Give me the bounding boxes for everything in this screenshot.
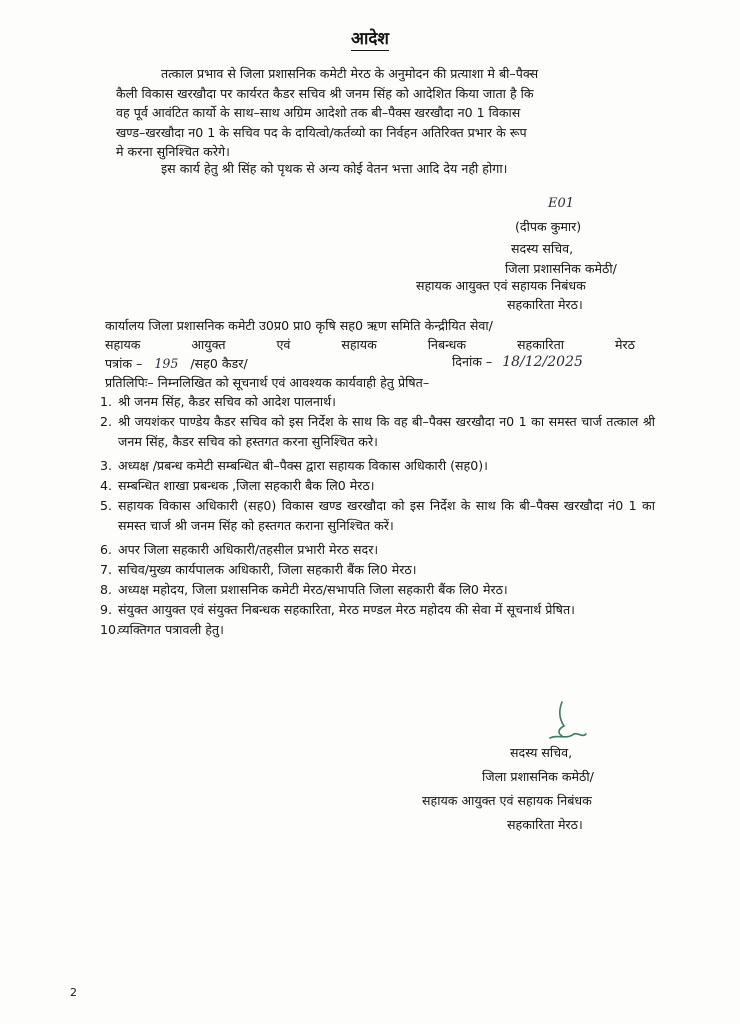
list-number: 2. [100, 414, 113, 429]
list-text: अध्यक्ष महोदय, जिला प्रशासनिक कमेटी मेरठ/सभापति जिला सहकारी बैंक लि0 मेरठ। [118, 582, 508, 597]
order-line: तत्काल प्रभाव से जिला प्रशासनिक कमेटी मेरठ के अनुमोदन की प्रत्याशा मे बी–पैक्स [161, 66, 539, 81]
dinank-handwritten: 18/12/2025 [502, 354, 583, 370]
order-line: खण्ड–खरखौदा न0 1 के सचिव पद के दायित्वो/कर्तव्यो का निर्वहन अतिरिक्त प्रभार के रूप [116, 124, 527, 140]
list-number: 8. [100, 582, 113, 597]
signatory-designation: सहायक आयुक्त एवं सहायक निबंधक [416, 278, 586, 293]
list-text: श्री जयशंकर पाण्डेय कैडर सचिव को इस निर्देश के साथ कि वह बी–पैक्स खरखौदा न0 1 का समस्त चार्ज तत्काल श्री जनम सिंह, कैडर सचिव को हस्तगत करना सुनिश्चित करे। [118, 414, 655, 449]
list-text: व्यक्तिगत पत्रावली हेतु। [118, 622, 224, 637]
copy-list [100, 392, 655, 640]
page-title [0, 26, 740, 49]
order-line: वह पूर्व आवंटित कार्यो के साथ–साथ अग्रिम आदेशो तक बी–पैक्स खरखौदा न0 1 विकास [116, 105, 521, 121]
handwritten-initials: E01 [548, 196, 575, 211]
office-word: एवं [276, 337, 291, 352]
order-line: मे करना सुनिश्चित करेगे। [116, 144, 230, 160]
office-line: कार्यालय जिला प्रशासनिक कमेटी उ0प्र0 प्रा0 कृषि सह0 ऋण समिति केन्द्रीयित सेवा/ [105, 318, 493, 333]
list-number: 9. [100, 602, 113, 617]
list-item [100, 600, 655, 620]
list-item [100, 476, 655, 496]
list-number: 4. [100, 478, 113, 493]
list-text: अध्यक्ष /प्रबन्ध कमेटी सम्बन्धित बी–पैक्स द्वारा सहायक विकास अधिकारी (सह0)। [118, 458, 488, 473]
office-header [105, 316, 635, 354]
signatory-designation: जिला प्रशासनिक कमेठी/ [482, 769, 594, 784]
list-text: सम्बन्धित शाखा प्रबन्धक ,जिला सहकारी बैक लि0 मेरठ। [118, 478, 375, 493]
list-number: 3. [100, 458, 113, 473]
office-line-2 [105, 335, 635, 354]
order-line: कैली विकास खरखौदा पर कार्यरत कैडर सचिव श्री जनम सिंह को आदेशित किया जाता है कि [116, 85, 534, 101]
signatory-designation: सहकारिता मेरठ। [507, 817, 583, 832]
list-item [100, 620, 655, 640]
office-word: निबन्धक [427, 337, 467, 352]
title-text: आदेश [351, 29, 389, 49]
copy-to-heading: प्रतिलिपिः– निम्नलिखित को सूचनार्थ एवं आवश्यक कार्यवाही हेतु प्रेषित– [105, 375, 430, 390]
list-item [100, 456, 655, 476]
list-number: 7. [100, 562, 113, 577]
list-item [100, 560, 655, 580]
patrank-suffix: /सह0 कैडर/ [190, 356, 248, 371]
list-text: सचिव/मुख्य कार्यपालक अधिकारी, जिला सहकारी बैंक लि0 मेरठ। [118, 562, 417, 577]
office-word: आयुक्त [191, 337, 226, 352]
list-number: 1. [100, 394, 113, 409]
signatory-designation: सहायक आयुक्त एवं सहायक निबंधक [422, 793, 592, 808]
office-word: सहायक [105, 337, 141, 352]
page-number: 2 [70, 986, 77, 999]
list-text: सहायक विकास अधिकारी (सह0) विकास खण्ड खरखौदा को इस निर्देश के साथ कि बी–पैक्स खरखौदा नं0 1 का समस्त चार्ज श्री जनम सिंह को हस्तगत कराना सुनिश्चित करें। [118, 498, 655, 533]
list-text: श्री जनम सिंह, कैडर सचिव को आदेश पालनार्थ। [118, 394, 336, 409]
office-word: सहकारिता [517, 337, 565, 352]
list-item [100, 580, 655, 600]
signatory-designation: जिला प्रशासनिक कमेठी/ [505, 261, 617, 276]
patrank-label: पत्रांक – [105, 356, 143, 371]
list-number: 6. [100, 542, 113, 557]
order-paragraph [116, 64, 646, 162]
list-number: 10. [100, 622, 121, 637]
dinank-label: दिनांक – [452, 354, 493, 369]
patrank-handwritten: 195 [154, 356, 179, 371]
order-paragraph-2: इस कार्य हेतु श्री सिंह को पृथक से अन्य कोई वेतन भत्ता आदि देय नही होगा। [161, 161, 508, 176]
signatory-designation: सहकारिता मेरठ। [507, 297, 583, 312]
reference-number [105, 355, 248, 372]
office-word: सहायक [341, 337, 377, 352]
list-item [100, 496, 655, 536]
list-item [100, 412, 655, 452]
list-item [100, 392, 655, 412]
signature-scribble-icon [540, 698, 600, 748]
signatory-designation: सदस्य सचिव, [511, 241, 574, 256]
list-number: 5. [100, 498, 113, 513]
reference-date [452, 353, 583, 370]
list-item [100, 540, 655, 560]
list-text: अपर जिला सहकारी अधिकारी/तहसील प्रभारी मेरठ सदर। [118, 542, 379, 557]
office-word: मेरठ [614, 337, 635, 352]
signatory-name: (दीपक कुमार) [515, 219, 582, 234]
list-text: संयुक्त आयुक्त एवं संयुक्त निबन्धक सहकारिता, मेरठ मण्डल मेरठ महोदय की सेवा में सूचनार्थ प्रेषित। [118, 602, 575, 617]
signatory-designation: सदस्य सचिव, [510, 745, 573, 760]
